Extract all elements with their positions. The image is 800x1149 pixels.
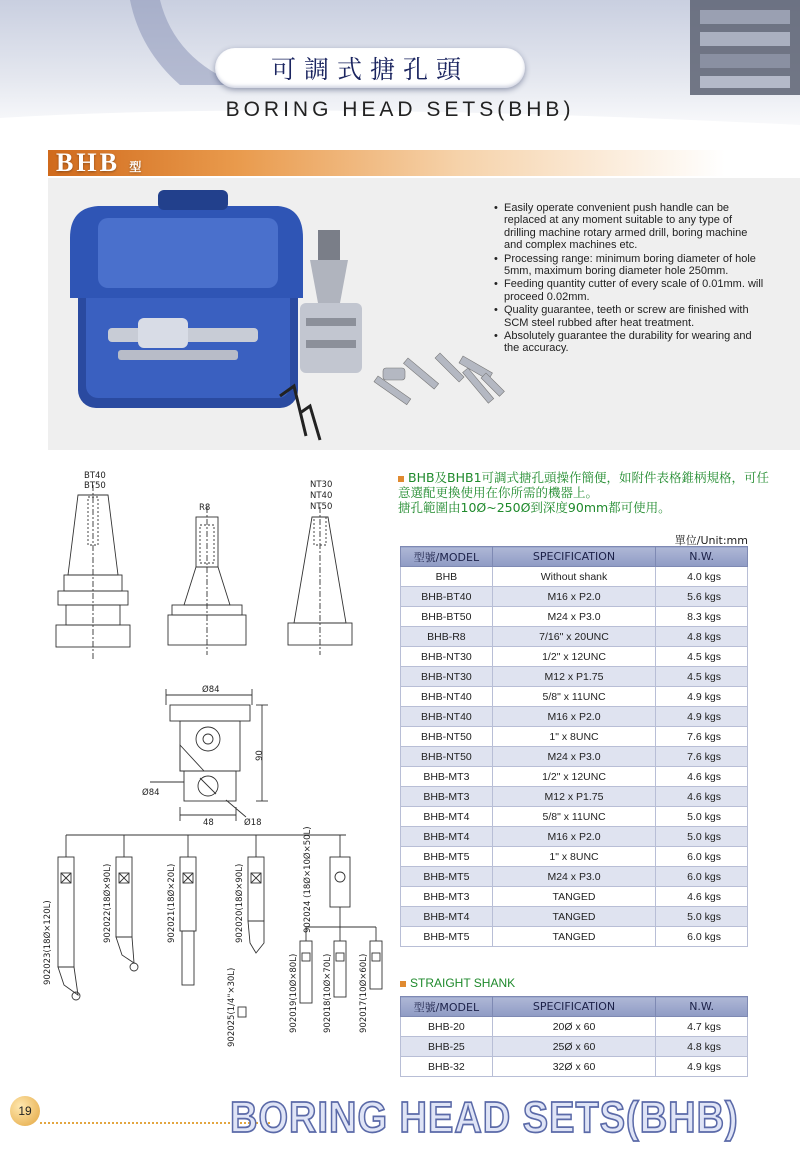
straight-shank-title: STRAIGHT SHANK bbox=[400, 976, 515, 990]
dim-84-side: Ø84 bbox=[142, 788, 160, 798]
table-row: BHB-BT40 M16 x P2.0 5.6 kgs bbox=[401, 587, 748, 607]
bt-label: BT40 bbox=[84, 471, 106, 481]
table-row: BHB-BT50 M24 x P3.0 8.3 kgs bbox=[401, 607, 748, 627]
boring-head-drawing bbox=[150, 689, 268, 821]
boring-tools-icon bbox=[374, 353, 504, 405]
table-row: BHB-MT5 M24 x P3.0 6.0 kgs bbox=[401, 867, 748, 887]
bar-label: 902018(10Ø×70L) bbox=[323, 953, 333, 1033]
header-nw: N.W. bbox=[656, 997, 748, 1017]
footer-title: BORING HEAD SETS(BHB) bbox=[230, 1094, 739, 1143]
bar-label: 902017(10Ø×60L) bbox=[359, 953, 369, 1033]
header-model: 型號/MODEL bbox=[401, 997, 493, 1017]
table-header-row bbox=[401, 547, 748, 567]
title-cn-box bbox=[215, 48, 525, 88]
title-cn: 可調式搪孔頭 bbox=[270, 55, 469, 84]
intro-text: BHB及BHB1可調式搪孔頭操作簡便，如附件表格錐柄規格，可任意選配更換使用在你所需的機器上。 搪孔範圍由10Ø~250Ø到深度90mm都可使用。 bbox=[398, 470, 770, 515]
bar-label: 902023(18Ø×120L) bbox=[43, 900, 53, 985]
dim-84-top: Ø84 bbox=[202, 685, 220, 695]
bar-label: 902024 (18Ø×10Ø×50L) bbox=[303, 826, 313, 933]
table-row: BHB-MT3 M12 x P1.75 4.6 kgs bbox=[401, 787, 748, 807]
table-row: BHB-MT3 TANGED 4.6 kgs bbox=[401, 887, 748, 907]
header-model: 型號/MODEL bbox=[401, 547, 493, 567]
title-en: BORING HEAD SETS(BHB) bbox=[225, 98, 575, 121]
r8-shank-drawing bbox=[168, 507, 246, 655]
header-spec: SPECIFICATION bbox=[492, 997, 656, 1017]
bar-label: 902022(18Ø×90L) bbox=[103, 863, 113, 943]
bt-label: BT50 bbox=[84, 481, 106, 491]
table-row: BHB-NT50 1" x 8UNC 7.6 kgs bbox=[401, 727, 748, 747]
table-row: BHB-MT3 1/2" x 12UNC 4.6 kgs bbox=[401, 767, 748, 787]
table-row: BHB-MT5 1" x 8UNC 6.0 kgs bbox=[401, 847, 748, 867]
dim-90: 90 bbox=[255, 750, 265, 761]
header-spec: SPECIFICATION bbox=[492, 547, 656, 567]
bar-label: 902021(18Ø×20L) bbox=[167, 863, 177, 943]
feature-item: • Absolutely guarantee the durability for wearing and the accuracy. bbox=[494, 330, 764, 355]
table-row: BHB-20 20Ø x 60 4.7 kgs bbox=[401, 1017, 748, 1037]
drill-chuck-icon bbox=[690, 0, 800, 95]
r8-label: R8 bbox=[199, 503, 211, 513]
bar-label: 902019(10Ø×80L) bbox=[289, 953, 299, 1033]
table-row: BHB-25 25Ø x 60 4.8 kgs bbox=[401, 1037, 748, 1057]
bullet-square-icon bbox=[400, 981, 406, 987]
feature-item: • Processing range: minimum boring diameter of hole 5mm, maximum boring diameter hole 250mm. bbox=[494, 253, 764, 278]
dim-48: 48 bbox=[203, 818, 214, 828]
nt-label: NT50 bbox=[310, 502, 333, 512]
bar-label: 902020(18Ø×90L) bbox=[235, 863, 245, 943]
unit-note: 單位/Unit:mm bbox=[674, 534, 748, 547]
feature-item: • Quality guarantee, teeth or screw are finished with SCM steel rubbed after heat treatment. bbox=[494, 304, 764, 329]
nt-shank-drawing bbox=[288, 507, 352, 655]
table-row: BHB-NT40 M16 x P2.0 4.9 kgs bbox=[401, 707, 748, 727]
bt-shank-drawing bbox=[56, 485, 130, 660]
dim-18: Ø18 bbox=[244, 818, 262, 828]
nt-label: NT30 bbox=[310, 480, 333, 490]
table-row: BHB-NT30 M12 x P1.75 4.5 kgs bbox=[401, 667, 748, 687]
bar-label: 902025(1/4"×30L) bbox=[227, 967, 237, 1047]
section-label: BHB 型 bbox=[56, 148, 142, 177]
section-band bbox=[48, 150, 800, 176]
table-row: BHB-NT30 1/2" x 12UNC 4.5 kgs bbox=[401, 647, 748, 667]
table-row: BHB Without shank 4.0 kgs bbox=[401, 567, 748, 587]
table-row: BHB-MT4 TANGED 5.0 kgs bbox=[401, 907, 748, 927]
page-number: 19 bbox=[10, 1096, 40, 1126]
spec-table bbox=[400, 546, 748, 947]
technical-drawing bbox=[0, 455, 400, 1055]
table-row: BHB-MT4 M16 x P2.0 5.0 kgs bbox=[401, 827, 748, 847]
header-nw: N.W. bbox=[656, 547, 748, 567]
feature-list bbox=[494, 202, 764, 356]
nt-label: NT40 bbox=[310, 491, 333, 501]
feature-item: • Feeding quantity cutter of every scale of 0.01mm. will proceed 0.02mm. bbox=[494, 278, 764, 303]
table-header-row bbox=[401, 997, 748, 1017]
boring-head-icon bbox=[300, 230, 362, 373]
table-row: BHB-R8 7/16" x 20UNC 4.8 kgs bbox=[401, 627, 748, 647]
table-row: BHB-NT40 5/8" x 11UNC 4.9 kgs bbox=[401, 687, 748, 707]
table-row: BHB-MT4 5/8" x 11UNC 5.0 kgs bbox=[401, 807, 748, 827]
table-row: BHB-NT50 M24 x P3.0 7.6 kgs bbox=[401, 747, 748, 767]
table-row: BHB-MT5 TANGED 6.0 kgs bbox=[401, 927, 748, 947]
straight-shank-table bbox=[400, 996, 748, 1077]
case-icon bbox=[70, 190, 303, 408]
table-row: BHB-32 32Ø x 60 4.9 kgs bbox=[401, 1057, 748, 1077]
feature-item: • Easily operate convenient push handle can be replaced at any moment suitable to any type of drilling machine rotary armed drill, boring machine and complex machines etc. bbox=[494, 202, 764, 252]
